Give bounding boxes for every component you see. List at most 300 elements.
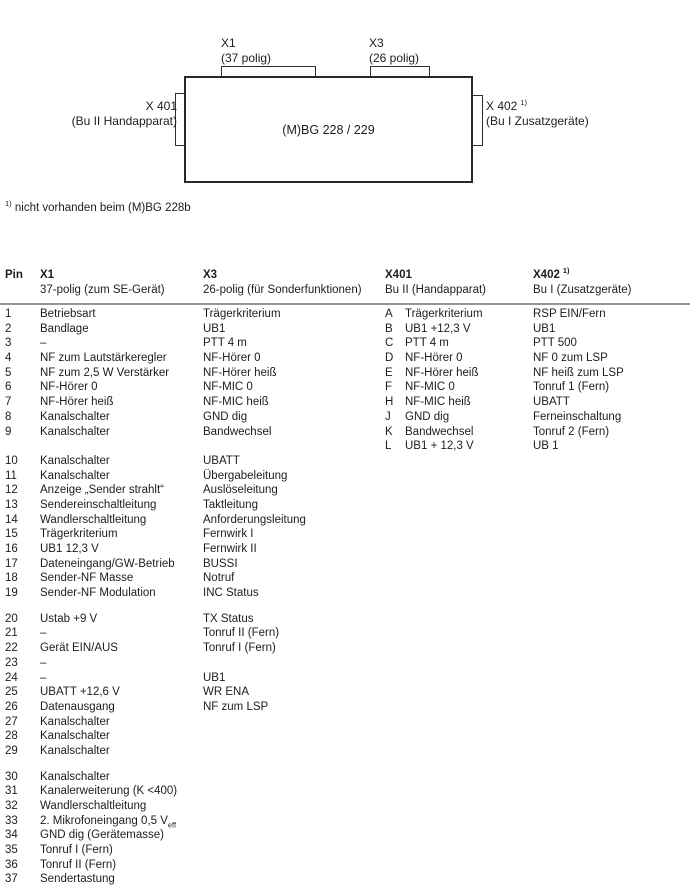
x401-signal: UB1 +12,3 V <box>405 322 471 335</box>
pin-number-cell: 30 <box>5 770 18 783</box>
pin-number-cell: 17 <box>5 557 18 570</box>
footnote-marker: 1) <box>562 266 570 276</box>
x3-signal-cell: PTT 4 m <box>203 337 247 350</box>
x3-signal-cell: Tonruf II (Fern) <box>203 627 280 640</box>
pin-row <box>5 439 690 454</box>
x3-signal-cell: Übergabeleitung <box>203 469 288 482</box>
x402-signal-cell <box>533 571 690 586</box>
pin-number-cell: 6 <box>5 381 12 394</box>
x1-signal-cell: 2. Mikrofoneingang 0,5 $V_{eff}$ <box>40 814 177 829</box>
x1-signal-cell: – <box>40 671 47 684</box>
x401-signal-cell <box>385 626 533 641</box>
x401-pin-letter: C <box>385 337 394 350</box>
device-box <box>184 76 473 183</box>
x402-signal-cell: Tonruf 1 (Fern) <box>533 381 610 394</box>
pin-group-1 <box>5 307 690 454</box>
pin-number-cell: 37 <box>5 873 18 886</box>
x3-signal-cell <box>203 799 385 814</box>
x402-signal-cell <box>533 770 690 785</box>
pin-number-cell: 18 <box>5 572 18 585</box>
x3-signal-cell: GND dig <box>203 410 248 423</box>
pin-number-cell: 13 <box>5 498 18 511</box>
x401-signal: NF-Hörer 0 <box>405 352 463 365</box>
pin-number-cell: 26 <box>5 700 18 713</box>
x1-signal-cell: Kanalschalter <box>40 425 110 438</box>
x1-signal-cell: – <box>40 337 47 350</box>
x1-signal-cell: Anzeige „Sender strahlt“ <box>40 484 165 497</box>
x3-signal-cell: BUSSI <box>203 557 238 570</box>
x3-signal-cell: UBATT <box>203 454 240 467</box>
x401-pin-letter: K <box>385 425 393 438</box>
x401-pin-letter <box>385 671 405 686</box>
x402-signal-cell <box>533 612 690 627</box>
x402-signal-cell: RSP EIN/Fern <box>533 308 606 320</box>
pin-number-cell: 31 <box>5 785 18 798</box>
pin-row <box>5 656 690 671</box>
x401-pin-letter <box>385 799 405 814</box>
pin-number-cell: 36 <box>5 858 18 871</box>
x401-pin-letter <box>385 744 405 759</box>
pin-number-cell: 7 <box>5 396 12 409</box>
x3-signal-cell: INC Status <box>203 587 259 600</box>
x3-signal-cell: NF-MIC 0 <box>203 381 253 394</box>
x401-signal-cell <box>385 872 533 887</box>
x401-pin-letter: D <box>385 352 394 365</box>
header-pin: Pin <box>5 269 23 281</box>
x1-signal-cell: Kanalschalter <box>40 715 110 728</box>
footnote-marker: 1) <box>520 98 528 107</box>
x401-pin-letter <box>385 527 405 542</box>
x401-pin-letter <box>385 700 405 715</box>
x402-signal-cell <box>533 469 690 484</box>
pin-group-3 <box>5 612 690 759</box>
x402-signal-cell <box>533 729 690 744</box>
pin-table-header <box>5 268 690 298</box>
pin-row <box>5 685 690 700</box>
x1-signal-cell: Kanalschalter <box>40 770 110 783</box>
x3-signal-cell: Fernwirk I <box>203 528 254 541</box>
pin-row <box>5 469 690 484</box>
pin-row <box>5 557 690 572</box>
x401-pin-letter <box>385 814 405 829</box>
x3-signal-cell: NF zum LSP <box>203 700 269 713</box>
x1-signal-cell: UBATT +12,6 V <box>40 686 120 699</box>
pin-number-cell: 9 <box>5 425 12 438</box>
x3-signal-cell: Taktleitung <box>203 498 258 511</box>
x401-signal-cell <box>385 586 533 601</box>
x401-signal-cell <box>385 784 533 799</box>
x402-signal-cell <box>533 513 690 528</box>
x401-signal-cell <box>385 843 533 858</box>
x401-pin-letter <box>385 483 405 498</box>
pin-row <box>5 483 690 498</box>
x402-signal-cell <box>533 858 690 873</box>
x3-signal-cell: Bandwechsel <box>203 425 272 438</box>
label-x401-name: X 401 <box>145 99 177 113</box>
pin-row <box>5 542 690 557</box>
x401-pin-letter: L <box>385 440 392 453</box>
x401-pin-letter <box>385 626 405 641</box>
pin-number-cell <box>5 439 40 454</box>
x401-signal-cell <box>385 527 533 542</box>
x1-signal-cell <box>40 439 203 454</box>
x1-signal-cell: NF-Hörer heiß <box>40 396 114 409</box>
x3-signal-cell <box>203 744 385 759</box>
x401-signal-cell <box>385 744 533 759</box>
header-x1: X1 37-polig (zum SE-Gerät) <box>40 269 165 296</box>
x401-signal: Bandwechsel <box>405 425 474 438</box>
pin-row <box>5 586 690 601</box>
x401-pin-letter: A <box>385 308 393 320</box>
pin-row <box>5 498 690 513</box>
pin-row <box>5 425 690 440</box>
x401-signal-cell <box>385 671 533 686</box>
x401-pin-letter <box>385 656 405 671</box>
label-x1-pins: (37 polig) <box>221 51 272 65</box>
x401-pin-letter <box>385 612 405 627</box>
footnote-text: nicht vorhanden beim (M)BG 228b <box>14 202 191 214</box>
x1-signal-cell: Kanalerweiterung (K <400) <box>40 785 178 798</box>
pin-number-cell: 19 <box>5 587 18 600</box>
x1-signal-cell: Tonruf II (Fern) <box>40 858 117 871</box>
x401-signal: GND dig <box>405 410 450 423</box>
x401-pin-letter: F <box>385 381 393 394</box>
x401-signal-cell <box>385 395 533 410</box>
x402-signal-cell <box>533 799 690 814</box>
label-x3 <box>369 36 419 66</box>
x401-signal-cell <box>385 454 533 469</box>
x1-signal-cell: Trägerkriterium <box>40 528 118 541</box>
pin-table-body <box>5 307 690 887</box>
x3-signal-cell <box>203 729 385 744</box>
device-title: (M)BG 228 / 229 <box>282 122 375 137</box>
pin-row <box>5 395 690 410</box>
pin-row <box>5 366 690 381</box>
x401-pin-letter <box>385 498 405 513</box>
x3-signal-cell <box>203 872 385 887</box>
header-x402: X402 $^{1)}$ Bu I (Zusatzgeräte) <box>533 266 632 296</box>
x402-signal-cell: Tonruf 2 (Fern) <box>533 425 610 438</box>
x402-signal-cell <box>533 814 690 829</box>
x3-signal-cell: UB1 <box>203 671 226 684</box>
x1-signal-cell: Tonruf I (Fern) <box>40 844 113 857</box>
x402-signal-cell <box>533 784 690 799</box>
pin-row <box>5 700 690 715</box>
pin-number-cell: 21 <box>5 627 18 640</box>
x402-signal-cell <box>533 700 690 715</box>
x401-pin-letter <box>385 784 405 799</box>
pin-row <box>5 612 690 627</box>
x401-pin-letter <box>385 729 405 744</box>
x1-signal-cell: Kanalschalter <box>40 454 110 467</box>
x401-signal-cell <box>385 498 533 513</box>
x401-signal-cell <box>385 612 533 627</box>
pin-number-cell: 27 <box>5 715 18 728</box>
x402-signal-cell: NF 0 zum LSP <box>533 352 608 365</box>
subscript: eff <box>167 819 177 829</box>
pin-row <box>5 513 690 528</box>
x401-signal-cell <box>385 729 533 744</box>
x402-signal-cell <box>533 685 690 700</box>
x1-signal-cell: Kanalschalter <box>40 744 110 757</box>
x401-pin-letter: B <box>385 322 393 335</box>
pin-row <box>5 351 690 366</box>
x3-signal-cell <box>203 843 385 858</box>
x402-signal-cell <box>533 626 690 641</box>
pin-number-cell: 28 <box>5 730 18 743</box>
x3-signal-cell: Trägerkriterium <box>203 308 281 320</box>
x3-signal-cell <box>203 715 385 730</box>
pin-number-cell: 1 <box>5 308 12 320</box>
x402-signal-cell: UB1 <box>533 322 556 335</box>
pin-row <box>5 715 690 730</box>
x1-signal-cell: Datenausgang <box>40 700 115 713</box>
x401-signal: NF-MIC heiß <box>405 396 471 409</box>
x401-signal-cell <box>385 700 533 715</box>
x401-signal-cell <box>385 571 533 586</box>
pin-number-cell: 3 <box>5 337 12 350</box>
label-x1 <box>221 36 271 66</box>
pin-number-cell: 22 <box>5 642 18 655</box>
x401-signal-cell <box>385 814 533 829</box>
x402-signal-cell: Ferneinschaltung <box>533 410 622 423</box>
x401-signal: PTT 4 m <box>405 337 449 350</box>
pin-number-cell: 15 <box>5 528 18 541</box>
x3-signal-cell: NF-Hörer heiß <box>203 366 277 379</box>
x1-signal-cell: NF zum Lautstärkeregler <box>40 352 167 365</box>
pin-number-cell: 8 <box>5 410 12 423</box>
x1-signal-cell: Wandlerschaltleitung <box>40 800 147 812</box>
x401-pin-letter: H <box>385 396 394 409</box>
x401-signal-cell <box>385 307 533 322</box>
x402-signal-cell <box>533 843 690 858</box>
pin-row <box>5 626 690 641</box>
pin-row <box>5 814 690 829</box>
x402-signal-cell <box>533 454 690 469</box>
x1-signal-cell: Sender-NF Modulation <box>40 587 156 600</box>
x1-signal-cell: Wandlerschaltleitung <box>40 513 147 526</box>
x3-signal-cell: Tonruf I (Fern) <box>203 642 276 655</box>
pin-number-cell: 10 <box>5 454 18 467</box>
pin-number-cell: 14 <box>5 513 18 526</box>
pin-row <box>5 858 690 873</box>
x401-signal-cell <box>385 410 533 425</box>
x401-signal-cell <box>385 425 533 440</box>
x401-signal-cell <box>385 380 533 395</box>
x1-signal-cell: Kanalschalter <box>40 730 110 743</box>
x401-signal-cell <box>385 351 533 366</box>
pin-number-cell: 11 <box>5 469 17 482</box>
pin-row <box>5 322 690 337</box>
x401-signal-cell <box>385 322 533 337</box>
x401-pin-letter <box>385 715 405 730</box>
pin-row <box>5 380 690 395</box>
x401-pin-letter: J <box>385 410 391 423</box>
x401-signal-cell <box>385 366 533 381</box>
footnote <box>5 199 191 214</box>
x1-signal-cell: – <box>40 627 47 640</box>
x401-signal-cell <box>385 483 533 498</box>
x401-signal: NF-Hörer heiß <box>405 366 479 379</box>
pin-number-cell: 25 <box>5 686 18 699</box>
pin-number-cell: 23 <box>5 656 18 669</box>
x401-signal-cell <box>385 439 533 454</box>
pin-number-cell: 12 <box>5 484 18 497</box>
x401-signal-cell <box>385 799 533 814</box>
x401-signal-cell <box>385 513 533 528</box>
footnote-marker: 1) <box>5 199 12 209</box>
pin-row <box>5 729 690 744</box>
x1-signal-cell: Dateneingang/GW-Betrieb <box>40 557 175 570</box>
pin-group-4 <box>5 770 690 888</box>
pin-row <box>5 571 690 586</box>
x402-signal-cell <box>533 586 690 601</box>
x1-signal-cell: NF-Hörer 0 <box>40 381 98 394</box>
label-x402-desc: (Bu I Zusatzgeräte) <box>486 114 589 128</box>
pin-row <box>5 454 690 469</box>
x402-signal-cell <box>533 483 690 498</box>
x401-signal-cell <box>385 828 533 843</box>
x3-signal-cell <box>203 770 385 785</box>
x401-signal-cell <box>385 557 533 572</box>
x401-pin-letter <box>385 542 405 557</box>
x402-signal-cell: UBATT <box>533 396 570 409</box>
header-x3: X3 26-polig (für Sonderfunktionen) <box>203 269 362 296</box>
pin-number-cell: 29 <box>5 744 18 757</box>
pin-number-cell: 16 <box>5 543 18 555</box>
pin-number-cell: 34 <box>5 829 18 842</box>
pin-number-cell: 5 <box>5 366 12 379</box>
x401-pin-letter <box>385 586 405 601</box>
pin-row <box>5 641 690 656</box>
x402-signal-cell <box>533 671 690 686</box>
x1-signal-cell: Gerät EIN/AUS <box>40 642 118 655</box>
x1-signal-cell: UB1 12,3 V <box>40 543 99 555</box>
x401-pin-letter <box>385 513 405 528</box>
x402-signal-cell <box>533 828 690 843</box>
pin-number-cell: 24 <box>5 671 18 684</box>
x3-signal-cell: Anforderungsleitung <box>203 513 306 526</box>
x401-pin-letter <box>385 828 405 843</box>
x401-pin-letter <box>385 571 405 586</box>
label-x1-name: X1 <box>221 36 236 50</box>
x401-pin-letter <box>385 685 405 700</box>
pin-row <box>5 872 690 887</box>
x401-pin-letter <box>385 454 405 469</box>
x401-pin-letter <box>385 770 405 785</box>
pin-row <box>5 784 690 799</box>
pin-row <box>5 770 690 785</box>
pin-row <box>5 744 690 759</box>
pin-row <box>5 307 690 322</box>
x3-signal-cell <box>203 858 385 873</box>
x401-signal-cell <box>385 656 533 671</box>
x1-signal-cell: Betriebsart <box>40 308 96 320</box>
label-x402-name: X 402 $^{1)}$ <box>486 98 528 113</box>
x401-signal: UB1 + 12,3 V <box>405 440 474 453</box>
pin-row <box>5 527 690 542</box>
label-x3-name: X3 <box>369 36 384 50</box>
x401-signal-cell <box>385 469 533 484</box>
x402-signal-cell <box>533 715 690 730</box>
pin-table <box>5 268 690 887</box>
pin-row <box>5 410 690 425</box>
pin-number-cell: 33 <box>5 814 18 827</box>
x402-signal-cell <box>533 656 690 671</box>
x401-pin-letter <box>385 557 405 572</box>
x402-signal-cell <box>533 542 690 557</box>
x1-signal-cell: Sender-NF Masse <box>40 572 134 585</box>
pin-number-cell: 2 <box>5 322 12 335</box>
x1-signal-cell: Sendereinschaltleitung <box>40 498 157 511</box>
x401-signal-cell <box>385 542 533 557</box>
x402-signal-cell <box>533 557 690 572</box>
x3-signal-cell <box>203 656 385 671</box>
x401-pin-letter <box>385 843 405 858</box>
x3-signal-cell: Fernwirk II <box>203 543 257 555</box>
x401-signal-cell <box>385 336 533 351</box>
x401-pin-letter <box>385 872 405 887</box>
x3-signal-cell: NF-Hörer 0 <box>203 352 261 365</box>
pin-group-2 <box>5 454 690 601</box>
x401-pin-letter <box>385 469 405 484</box>
x1-signal-cell: NF zum 2,5 W Verstärker <box>40 366 170 379</box>
x401-signal-cell <box>385 858 533 873</box>
x402-signal-cell <box>533 641 690 656</box>
x1-signal-cell: Ustab +9 V <box>40 612 98 625</box>
pin-number-cell: 35 <box>5 844 18 857</box>
pin-number-cell: 32 <box>5 800 18 812</box>
x1-signal-cell: GND dig (Gerätemasse) <box>40 829 164 842</box>
x1-signal-cell: Bandlage <box>40 322 89 335</box>
x3-signal-cell <box>203 828 385 843</box>
label-x3-pins: (26 polig) <box>369 51 420 65</box>
x401-signal-cell <box>385 641 533 656</box>
x402-signal-cell <box>533 872 690 887</box>
x3-signal-cell: Auslöseleitung <box>203 484 278 497</box>
label-x401-desc: (Bu II Handapparat) <box>71 114 177 128</box>
x402-signal-cell: PTT 500 <box>533 337 577 350</box>
pin-row <box>5 799 690 814</box>
x3-signal-cell: UB1 <box>203 322 226 335</box>
x3-signal-cell: TX Status <box>203 612 254 625</box>
x402-signal-cell: UB 1 <box>533 440 559 453</box>
x401-signal: NF-MIC 0 <box>405 381 455 394</box>
x3-signal-cell <box>203 439 385 454</box>
x401-pin-letter <box>385 858 405 873</box>
x401-signal-cell <box>385 685 533 700</box>
header-x401: X401 Bu II (Handapparat) <box>385 269 487 296</box>
x3-signal-cell: NF-MIC heiß <box>203 396 269 409</box>
x402-signal-cell: NF heiß zum LSP <box>533 366 624 379</box>
x1-signal-cell: Sendertastung <box>40 873 115 886</box>
x401-signal-cell <box>385 770 533 785</box>
x1-signal-cell: Kanalschalter <box>40 469 110 482</box>
x1-signal-cell: Kanalschalter <box>40 410 110 423</box>
x401-pin-letter: E <box>385 366 393 379</box>
label-x402 <box>486 99 589 129</box>
pin-row <box>5 828 690 843</box>
pin-row <box>5 843 690 858</box>
x402-signal-cell <box>533 527 690 542</box>
x402-signal-cell <box>533 498 690 513</box>
pin-number-cell: 20 <box>5 612 18 625</box>
x3-signal-cell: WR ENA <box>203 686 249 699</box>
x1-signal-cell: – <box>40 656 47 669</box>
x401-pin-letter <box>385 641 405 656</box>
x3-signal-cell <box>203 784 385 799</box>
x402-signal-cell <box>533 744 690 759</box>
